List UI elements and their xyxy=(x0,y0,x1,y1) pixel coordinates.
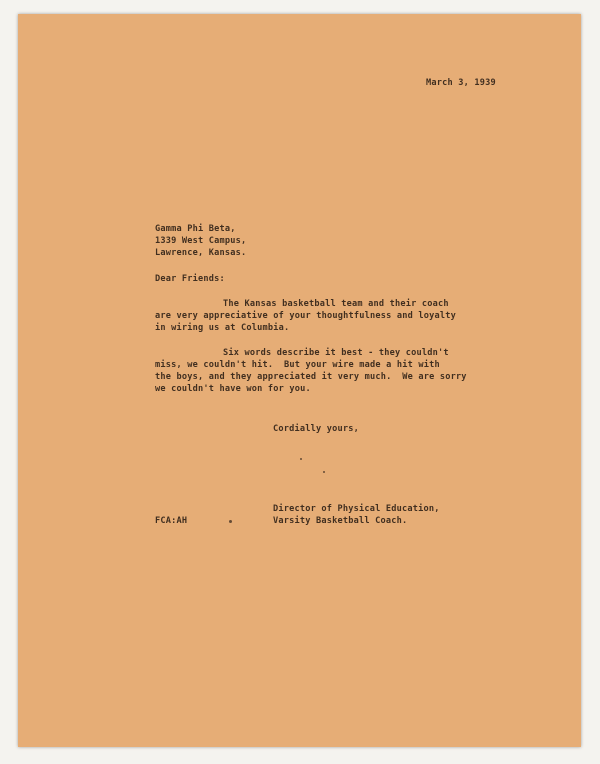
recipient-line-2: 1339 West Campus, xyxy=(155,236,247,246)
letter-date: March 3, 1939 xyxy=(426,78,496,88)
paragraph1-line-3: in wiring us at Columbia. xyxy=(155,323,290,333)
paragraph1-line-1: The Kansas basketball team and their coach xyxy=(223,299,449,309)
letter-page xyxy=(18,14,581,747)
signature-line-1: Director of Physical Education, xyxy=(273,504,440,514)
ink-speck xyxy=(300,458,302,460)
salutation: Dear Friends: xyxy=(155,274,225,284)
closing: Cordially yours, xyxy=(273,424,359,434)
recipient-line-3: Lawrence, Kansas. xyxy=(155,248,247,258)
paragraph1-line-2: are very appreciative of your thoughtfulness and loyalty xyxy=(155,311,456,321)
paragraph2-line-3: the boys, and they appreciated it very much. We are sorry xyxy=(155,372,467,382)
recipient-line-1: Gamma Phi Beta, xyxy=(155,224,236,234)
typist-initials: FCA:AH xyxy=(155,516,188,526)
signature-line-2: Varsity Basketball Coach. xyxy=(273,516,408,526)
paragraph2-line-4: we couldn't have won for you. xyxy=(155,384,311,394)
ink-speck xyxy=(229,520,232,523)
paragraph2-line-2: miss, we couldn't hit. But your wire made a hit with xyxy=(155,360,440,370)
ink-speck xyxy=(323,471,325,473)
paragraph2-line-1: Six words describe it best - they couldn't xyxy=(223,348,449,358)
